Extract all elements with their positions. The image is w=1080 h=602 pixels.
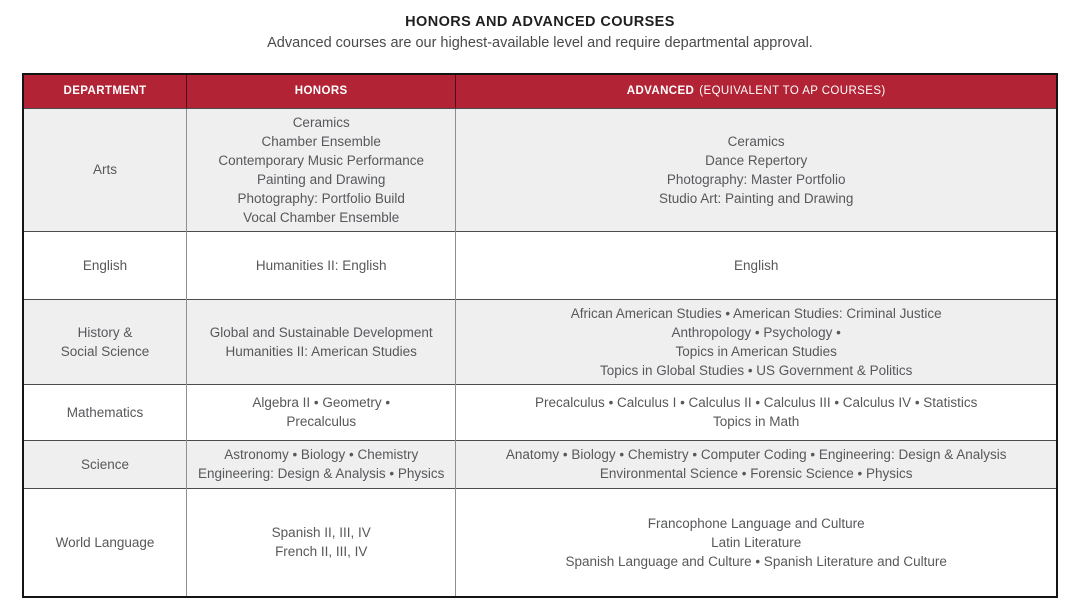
department-cell — [24, 488, 187, 596]
course-line: Photography: Portfolio Build — [237, 190, 405, 206]
course-line: Ceramics — [292, 114, 350, 130]
course-line: English — [734, 257, 779, 273]
honors-cell — [187, 384, 456, 440]
table-row — [24, 231, 1056, 299]
course-line: Algebra II • Geometry • — [252, 395, 391, 410]
advanced-cell — [456, 299, 1056, 384]
course-line: Spanish Language and Culture • Spanish Literature and Culture — [565, 553, 947, 569]
course-line: Studio Art: Painting and Drawing — [659, 190, 854, 206]
advanced-cell — [456, 488, 1056, 596]
course-line: Humanities II: English — [255, 257, 387, 273]
course-line: Engineering: Design & Analysis • Physics — [198, 466, 445, 481]
department-cell — [24, 108, 187, 231]
course-line: Arts — [93, 162, 118, 177]
honors-cell — [187, 231, 456, 299]
honors-cell — [187, 108, 456, 231]
course-line: Environmental Science • Forensic Science • Physics — [599, 466, 913, 481]
course-line: Dance Repertory — [705, 152, 808, 168]
course-line: Ceramics — [727, 133, 785, 149]
advanced-cell — [456, 384, 1056, 440]
advanced-cell — [456, 440, 1056, 488]
title-block — [0, 0, 1080, 51]
table-row — [24, 488, 1056, 596]
course-line: Vocal Chamber Ensemble — [243, 209, 400, 225]
course-line: African American Studies • American Studies: Criminal Justice — [570, 305, 942, 321]
header-advanced-label: ADVANCED — [626, 85, 695, 98]
course-line: Social Science — [60, 343, 150, 359]
courses-table-wrapper — [22, 73, 1058, 598]
course-line: Global and Sustainable Development — [209, 324, 433, 340]
honors-cell — [187, 440, 456, 488]
course-line: Chamber Ensemble — [261, 133, 381, 149]
course-line: Photography: Master Portfolio — [666, 171, 846, 187]
courses-table — [24, 75, 1056, 596]
course-line: Francophone Language and Culture — [647, 515, 865, 531]
table-header — [24, 75, 1056, 108]
header-advanced — [456, 75, 1056, 108]
department-cell — [24, 384, 187, 440]
table-row — [24, 108, 1056, 231]
table-row — [24, 384, 1056, 440]
advanced-cell — [456, 108, 1056, 231]
course-line: Anatomy • Biology • Chemistry • Computer Coding • Engineering: Design & Analysis — [505, 447, 1007, 462]
table-row — [24, 440, 1056, 488]
header-advanced-sublabel: (EQUIVALENT TO AP COURSES) — [699, 85, 886, 98]
course-line: English — [82, 257, 128, 273]
course-line: Astronomy • Biology • Chemistry — [224, 447, 419, 462]
course-line: History & — [77, 324, 133, 340]
course-line: French II, III, IV — [275, 544, 368, 560]
course-line: Precalculus — [286, 414, 357, 429]
course-line: Mathematics — [66, 404, 144, 420]
header-row — [24, 75, 1056, 108]
course-line: World Language — [55, 534, 155, 550]
course-line: Topics in Global Studies • US Government & Politics — [600, 362, 913, 378]
course-line: Humanities II: American Studies — [225, 343, 417, 359]
table-body — [24, 108, 1056, 596]
course-line: Latin Literature — [711, 534, 802, 550]
header-honors — [187, 75, 456, 108]
honors-cell — [187, 488, 456, 596]
course-line: Painting and Drawing — [257, 171, 386, 187]
course-line: Spanish II, III, IV — [271, 525, 371, 541]
course-line: Contemporary Music Performance — [218, 152, 424, 168]
advanced-cell — [456, 231, 1056, 299]
header-honors-label: HONORS — [294, 85, 348, 98]
course-line: Science — [81, 456, 130, 472]
page-title: HONORS AND ADVANCED COURSES — [405, 14, 675, 30]
honors-cell — [187, 299, 456, 384]
header-department-label: DEPARTMENT — [63, 85, 147, 98]
page-subtitle: Advanced courses are our highest-available level and require departmental approval. — [267, 35, 813, 51]
course-line: Topics in Math — [713, 414, 800, 429]
course-line: Topics in American Studies — [675, 343, 837, 359]
department-cell — [24, 299, 187, 384]
department-cell — [24, 440, 187, 488]
course-line: Anthropology • Psychology • — [671, 324, 841, 340]
department-cell — [24, 231, 187, 299]
course-line: Precalculus • Calculus I • Calculus II • Calculus III • Calculus IV • Statistics — [535, 395, 978, 410]
table-row — [24, 299, 1056, 384]
header-department — [24, 75, 187, 108]
